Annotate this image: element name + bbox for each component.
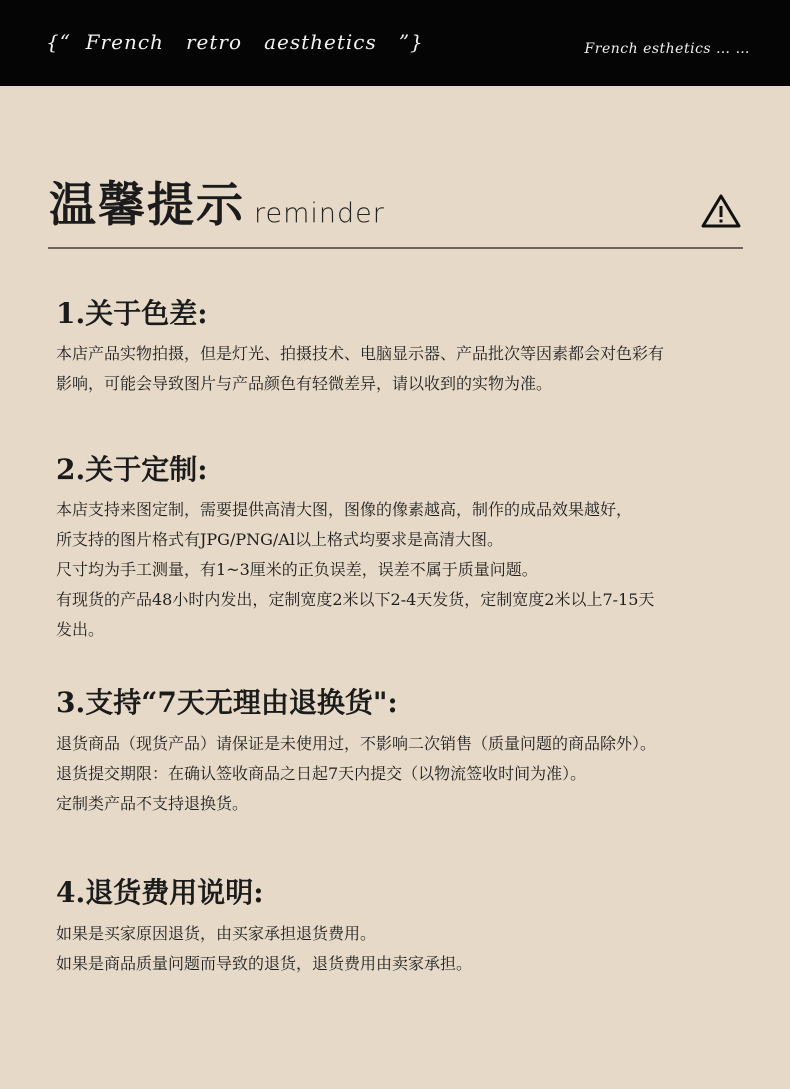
section-3-line: 定制类产品不支持退换货。: [56, 794, 249, 813]
section-4-line: 如果是买家原因退货，由买家承担退货费用。: [56, 924, 377, 943]
banner-tagline: {“ French retro aesthetics ”}: [46, 30, 424, 54]
section-title-customization: 2.关于定制:: [56, 453, 208, 486]
title-divider: [48, 247, 743, 249]
section-2-line: 所支持的图片格式有JPG/PNG/Al以上格式均要求是高清大图。: [56, 530, 503, 549]
section-4-line: 如果是商品质量问题而导致的退货，退货费用由卖家承担。: [56, 954, 473, 973]
section-2-line: 有现货的产品48小时内发出，定制宽度2米以下2-4天发货，定制宽度2米以上7-15天: [56, 590, 655, 609]
section-title-returns-policy: 3.支持“7天无理由退换货":: [56, 686, 398, 719]
section-3-line: 退货提交期限：在确认签收商品之日起7天内提交（以物流签收时间为准）。: [56, 764, 587, 783]
section-2-line: 尺寸均为手工测量，有1~3厘米的正负误差，误差不属于质量问题。: [56, 560, 538, 579]
section-1-line: 影响，可能会导致图片与产品颜色有轻微差异，请以收到的实物为准。: [56, 374, 553, 393]
banner-subtitle: French esthetics … …: [584, 41, 750, 57]
warning-triangle-icon: [700, 193, 742, 229]
section-title-color-difference: 1.关于色差:: [56, 297, 208, 330]
section-2-line: 发出。: [56, 620, 105, 639]
section-3-line: 退货商品（现货产品）请保证是未使用过，不影响二次销售（质量问题的商品除外）。: [56, 734, 657, 753]
page-title: 温馨提示: [49, 178, 245, 233]
section-2-line: 本店支持来图定制，需要提供高清大图，图像的像素越高，制作的成品效果越好，: [56, 500, 633, 519]
section-1-line: 本店产品实物拍摄，但是灯光、拍摄技术、电脑显示器、产品批次等因素都会对色彩有: [56, 344, 665, 363]
section-title-return-fees: 4.退货费用说明:: [56, 876, 264, 909]
top-banner: [0, 0, 790, 86]
page-title-english: reminder: [254, 198, 385, 229]
